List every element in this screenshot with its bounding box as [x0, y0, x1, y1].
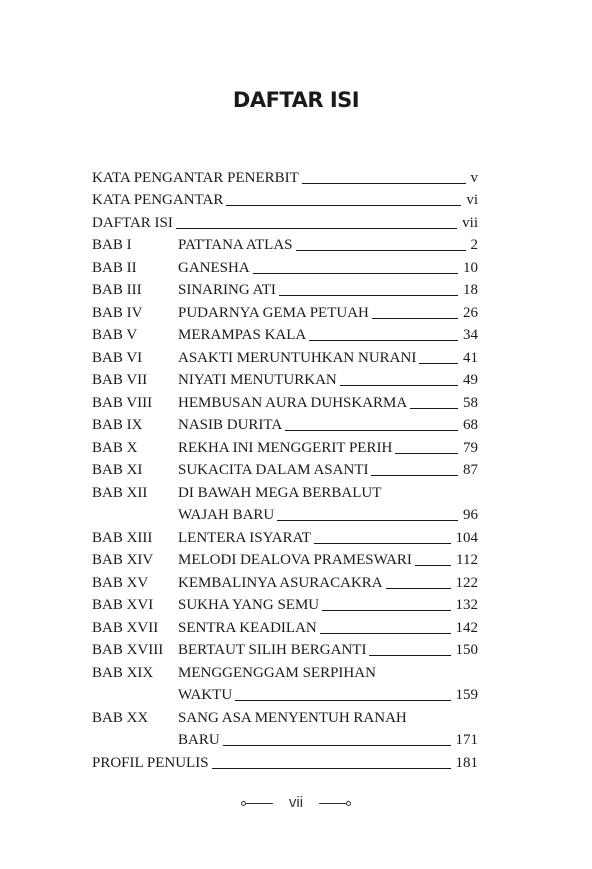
toc-page-number: 171 — [455, 732, 478, 748]
toc-page-number: 132 — [455, 597, 478, 613]
toc-entry — [92, 367, 478, 390]
toc-entry — [92, 524, 478, 547]
toc-page-number: 142 — [455, 619, 478, 636]
toc-leader-line — [226, 205, 461, 206]
toc-entry-title: NIYATI MENUTURKAN — [178, 372, 337, 388]
toc-chapter-number: BAB X — [92, 439, 138, 456]
toc-page-number: 104 — [455, 529, 478, 546]
toc-entry — [92, 547, 478, 570]
toc-leader-line — [279, 295, 458, 296]
toc-entry-title: WAKTU — [178, 687, 233, 703]
toc-chapter-number: BAB V — [92, 327, 138, 343]
toc-entry-title: MELODI DEALOVA PRAMESWARI — [178, 552, 412, 568]
toc-leader-line — [419, 363, 458, 364]
toc-leader-line — [223, 745, 451, 746]
toc-leader-line — [253, 273, 458, 274]
toc-entry — [92, 637, 478, 660]
table-of-contents — [92, 164, 478, 772]
toc-leader-line — [410, 408, 458, 409]
toc-page-number: vii — [462, 214, 478, 231]
toc-entry — [92, 434, 478, 457]
toc-entry — [92, 704, 478, 727]
page-title: DAFTAR ISI — [232, 88, 360, 112]
toc-entry-title: KEMBALINYA ASURACAKRA — [178, 574, 383, 591]
toc-leader-line — [235, 700, 450, 701]
toc-chapter-number: BAB XV — [92, 574, 149, 591]
toc-entry — [92, 682, 478, 705]
folio-ornament-right — [319, 803, 347, 804]
toc-leader-line — [340, 385, 458, 386]
toc-entry — [92, 457, 478, 480]
toc-leader-line — [371, 475, 458, 476]
toc-entry-title: KATA PENGANTAR — [92, 192, 224, 208]
toc-leader-line — [320, 633, 451, 634]
toc-entry — [92, 232, 478, 255]
toc-leader-line — [277, 520, 458, 521]
toc-page-number: 58 — [463, 394, 478, 411]
toc-entry — [92, 187, 478, 210]
toc-entry-title: SENTRA KEADILAN — [178, 619, 317, 636]
toc-entry-title: PATTANA ATLAS — [178, 237, 293, 253]
toc-entry — [92, 299, 478, 322]
toc-page-number: 122 — [455, 574, 478, 591]
toc-entry-title: SINARING ATI — [178, 282, 276, 298]
toc-page-number: 18 — [463, 282, 478, 298]
toc-page-number: 26 — [463, 304, 478, 321]
toc-leader-line — [314, 543, 451, 544]
toc-entry — [92, 209, 478, 232]
toc-entry-title: SUKACITA DALAM ASANTI — [178, 462, 369, 478]
toc-entry-title: DAFTAR ISI — [92, 214, 173, 231]
toc-chapter-number: BAB XI — [92, 462, 143, 478]
toc-page-number: 41 — [463, 349, 478, 366]
toc-page-number: 96 — [463, 507, 478, 523]
toc-chapter-number: BAB VII — [92, 372, 148, 388]
toc-entry — [92, 412, 478, 435]
toc-entry — [92, 592, 478, 615]
toc-page-number: vi — [466, 192, 478, 208]
toc-chapter-number: BAB IV — [92, 304, 143, 321]
toc-leader-line — [296, 250, 466, 251]
page-number: vii — [288, 794, 304, 811]
toc-leader-line — [309, 340, 458, 341]
toc-entry — [92, 727, 478, 750]
folio-ornament-left — [245, 803, 273, 804]
toc-chapter-number: BAB IX — [92, 417, 143, 433]
toc-chapter-number: BAB VIII — [92, 394, 153, 411]
toc-entry — [92, 479, 478, 502]
toc-page-number: 34 — [463, 327, 478, 343]
toc-entry-title: KATA PENGANTAR PENERBIT — [92, 169, 299, 186]
toc-chapter-number: BAB II — [92, 259, 137, 276]
toc-chapter-number: BAB I — [92, 237, 132, 253]
toc-chapter-number: BAB XVI — [92, 597, 154, 613]
toc-entry-title: NASIB DURITA — [178, 417, 283, 433]
toc-leader-line — [369, 655, 450, 656]
toc-entry-title: SANG ASA MENYENTUH RANAH — [178, 709, 407, 726]
toc-entry-title: WAJAH BARU — [178, 507, 275, 523]
toc-entry-title: GANESHA — [178, 259, 250, 276]
toc-entry — [92, 389, 478, 412]
toc-entry — [92, 344, 478, 367]
toc-page-number: 10 — [463, 259, 478, 276]
toc-chapter-number: BAB XVIII — [92, 642, 164, 658]
toc-chapter-number: BAB XII — [92, 484, 148, 501]
toc-chapter-number: BAB XX — [92, 709, 149, 726]
toc-page-number: 159 — [455, 687, 478, 703]
toc-chapter-number: BAB III — [92, 282, 142, 298]
toc-entry-title: HEMBUSAN AURA DUHSKARMA — [178, 394, 408, 411]
toc-entry — [92, 254, 478, 277]
toc-entry-title: MENGGENGGAM SERPIHAN — [178, 664, 376, 681]
toc-entry-title: ASAKTI MERUNTUHKAN NURANI — [178, 349, 417, 366]
toc-entry — [92, 277, 478, 300]
toc-leader-line — [386, 588, 451, 589]
toc-entry-title: BARU — [178, 732, 220, 748]
toc-leader-line — [212, 768, 451, 769]
toc-page-number: 49 — [463, 372, 478, 388]
toc-leader-line — [395, 453, 458, 454]
toc-page-number: 79 — [463, 439, 478, 456]
toc-entry-title: PROFIL PENULIS — [92, 754, 209, 771]
toc-entry — [92, 502, 478, 525]
toc-leader-line — [302, 183, 466, 184]
toc-chapter-number: BAB XIV — [92, 552, 154, 568]
toc-entry-title: SUKHA YANG SEMU — [178, 597, 320, 613]
toc-entry — [92, 322, 478, 345]
toc-entry — [92, 749, 478, 772]
toc-leader-line — [176, 228, 457, 229]
toc-entry-title: REKHA INI MENGGERIT PERIH — [178, 439, 393, 456]
toc-page-number: 68 — [463, 417, 478, 433]
toc-page-number: 87 — [463, 462, 478, 478]
toc-leader-line — [415, 565, 451, 566]
toc-entry-title: LENTERA ISYARAT — [178, 529, 311, 546]
toc-chapter-number: BAB XIX — [92, 664, 154, 681]
toc-page-number: 181 — [455, 754, 478, 771]
toc-chapter-number: BAB VI — [92, 349, 143, 366]
toc-leader-line — [322, 610, 450, 611]
toc-entry — [92, 164, 478, 187]
toc-page-number: 2 — [470, 237, 478, 253]
toc-page-number: 150 — [455, 642, 478, 658]
toc-chapter-number: BAB XVII — [92, 619, 159, 636]
toc-entry — [92, 659, 478, 682]
toc-page-number: 112 — [456, 552, 478, 568]
toc-entry-title: MERAMPAS KALA — [178, 327, 307, 343]
toc-entry — [92, 569, 478, 592]
toc-entry-title: BERTAUT SILIH BERGANTI — [178, 642, 367, 658]
toc-entry — [92, 614, 478, 637]
toc-entry-title: PUDARNYA GEMA PETUAH — [178, 304, 369, 321]
toc-leader-line — [285, 430, 458, 431]
toc-chapter-number: BAB XIII — [92, 529, 153, 546]
toc-entry-title: DI BAWAH MEGA BERBALUT — [178, 484, 382, 501]
page-number-footer — [0, 794, 592, 811]
toc-leader-line — [372, 318, 458, 319]
toc-page-number: v — [470, 169, 478, 186]
